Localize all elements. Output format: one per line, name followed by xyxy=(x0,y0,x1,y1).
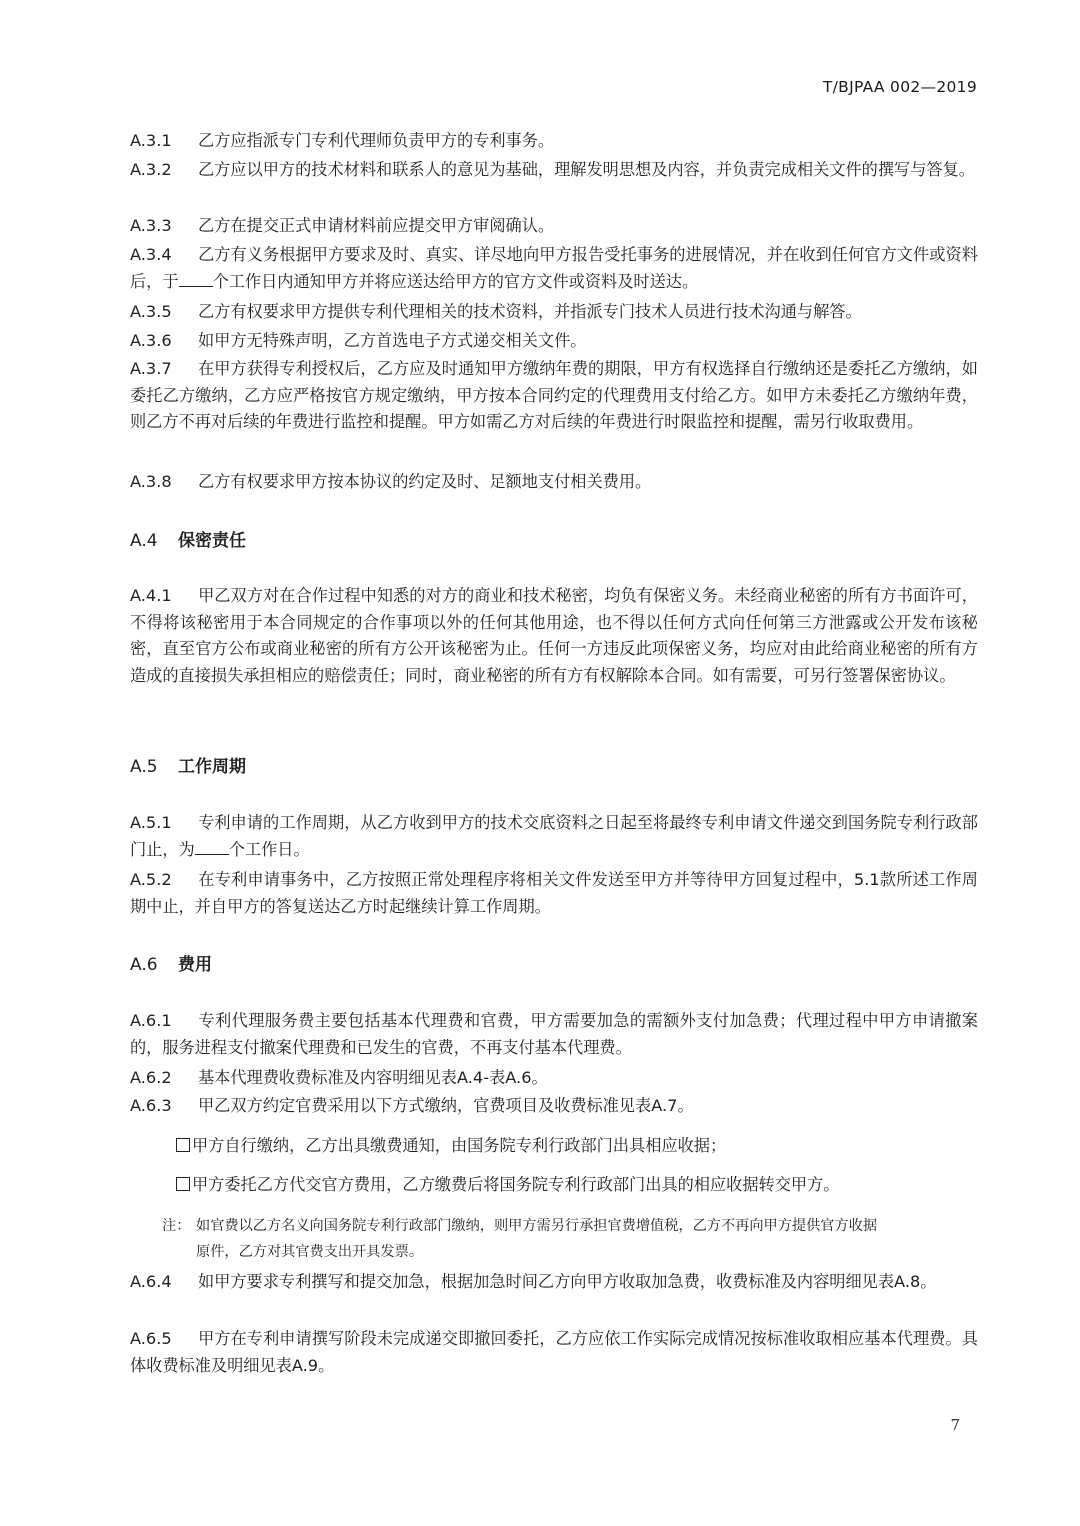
clause-number: A.3.6 xyxy=(130,331,172,350)
clause-a335 xyxy=(130,299,978,326)
clause-number: A.3.2 xyxy=(130,160,172,179)
clause-number: A.3.8 xyxy=(130,472,172,491)
clause-a51 xyxy=(130,810,978,863)
clause-a65 xyxy=(130,1326,978,1379)
note-line-2: 原件，乙方对其官费支出开具发票。 xyxy=(196,1244,424,1260)
page-number: 7 xyxy=(950,1416,960,1434)
checkbox-agent-pay[interactable] xyxy=(176,1177,190,1191)
clause-number: A.6.4 xyxy=(130,1272,172,1291)
note-line-1: 如官费以乙方名义向国务院专利行政部门缴纳，则甲方需另行承担官费增值税，乙方不再向甲方提供官方收据 xyxy=(196,1218,878,1234)
section-heading-a6 xyxy=(130,952,212,978)
clause-a62 xyxy=(130,1065,978,1092)
option-label: 甲方自行缴纳，乙方出具缴费通知，由国务院专利行政部门出具相应收据； xyxy=(192,1136,727,1155)
section-number: A.5 xyxy=(130,757,158,777)
section-number: A.6 xyxy=(130,955,158,975)
clause-a332 xyxy=(130,157,978,184)
clause-text: 甲方在专利申请撰写阶段未完成递交即撤回委托，乙方应依工作实际完成情况按标准收取相应基本代理费。具体收费标准及明细见表A.9。 xyxy=(130,1329,978,1375)
option-agent-pay xyxy=(176,1172,840,1198)
clause-a52 xyxy=(130,867,978,920)
clause-text-cont: 个工作日内通知甲方并将应送达给甲方的官方文件或资料及时送达。 xyxy=(212,271,699,291)
option-self-pay xyxy=(176,1133,726,1159)
clause-number: A.5.2 xyxy=(130,870,172,889)
clause-a61 xyxy=(130,1008,978,1061)
clause-a336 xyxy=(130,328,978,355)
clause-a331 xyxy=(130,128,978,155)
section-title: 费用 xyxy=(178,955,212,975)
clause-text: 专利代理服务费主要包括基本代理费和官费，甲方需要加急的需额外支付加急费；代理过程中甲方申请撤案的，服务进程支付撤案代理费和已发生的官费，不再支付基本代理费。 xyxy=(130,1011,978,1057)
clause-text: 如甲方要求专利撰写和提交加急，根据加急时间乙方向甲方收取加急费，收费标准及内容明细见表A.8。 xyxy=(198,1272,937,1291)
clause-text: 乙方有义务根据甲方要求及时、真实、详尽地向甲方报告受托事务的进展情况，并在收到任何官方文件或资料后，于 xyxy=(130,245,978,291)
clause-number: A.6.3 xyxy=(130,1096,172,1115)
clause-number: A.3.5 xyxy=(130,302,172,321)
section-heading-a4 xyxy=(130,528,246,554)
clause-a334 xyxy=(130,242,978,295)
clause-number: A.3.7 xyxy=(130,359,172,378)
clause-text: 如甲方无特殊声明，乙方首选电子方式递交相关文件。 xyxy=(198,331,587,350)
clause-text: 甲乙双方约定官费采用以下方式缴纳，官费项目及收费标准见表A.7。 xyxy=(198,1096,694,1115)
clause-number: A.6.1 xyxy=(130,1011,172,1030)
note-label: 注： xyxy=(162,1218,191,1234)
clause-number: A.3.1 xyxy=(130,131,172,150)
clause-a64 xyxy=(130,1269,978,1296)
document-code: T/BJPAA 002—2019 xyxy=(822,78,977,96)
clause-text: 专利申请的工作周期，从乙方收到甲方的技术交底资料之日起至将最终专利申请文件递交到国务院专利行政部门止，为 xyxy=(130,813,978,859)
section-title: 工作周期 xyxy=(178,757,246,777)
clause-text: 基本代理费收费标准及内容明细见表A.4-表A.6。 xyxy=(198,1068,548,1087)
checkbox-self-pay[interactable] xyxy=(176,1138,190,1152)
section-heading-a5 xyxy=(130,754,246,780)
clause-text: 在甲方获得专利授权后，乙方应及时通知甲方缴纳年费的期限，甲方有权选择自行缴纳还是委托乙方缴纳，如委托乙方缴纳，乙方应严格按官方规定缴纳，甲方按本合同约定的代理费用支付给乙方。如甲方未委托乙方缴纳年费，则乙方不再对后续的年费进行监控和提醒。甲方如需乙方对后续的年费进行时限监控和提醒，需另行收取费用。 xyxy=(130,359,978,431)
clause-a41 xyxy=(130,583,978,689)
clause-text-cont: 个工作日。 xyxy=(228,839,310,859)
clause-number: A.6.5 xyxy=(130,1329,172,1348)
clause-a63 xyxy=(130,1093,978,1120)
clause-a338 xyxy=(130,469,978,496)
clause-number: A.3.4 xyxy=(130,245,172,264)
clause-text: 乙方在提交正式申请材料前应提交甲方审阅确认。 xyxy=(198,216,555,235)
clause-text: 乙方有权要求甲方按本协议的约定及时、足额地支付相关费用。 xyxy=(198,472,652,491)
clause-text: 在专利申请事务中，乙方按照正常处理程序将相关文件发送至甲方并等待甲方回复过程中，5.1款所述工作周期中止，并自甲方的答复送达乙方时起继续计算工作周期。 xyxy=(130,870,978,916)
clause-text: 乙方有权要求甲方提供专利代理相关的技术资料，并指派专门技术人员进行技术沟通与解答。 xyxy=(198,302,862,321)
fill-in-blank xyxy=(195,840,229,855)
clause-text: 乙方应以甲方的技术材料和联系人的意见为基础，理解发明思想及内容，并负责完成相关文件的撰写与答复。 xyxy=(198,160,975,179)
clause-number: A.5.1 xyxy=(130,813,172,832)
option-label: 甲方委托乙方代交官方费用，乙方缴费后将国务院专利行政部门出具的相应收据转交甲方。 xyxy=(192,1175,840,1194)
clause-number: A.4.1 xyxy=(130,586,172,605)
clause-a333 xyxy=(130,213,978,240)
clause-number: A.6.2 xyxy=(130,1068,172,1087)
clause-text: 乙方应指派专门专利代理师负责甲方的专利事务。 xyxy=(198,131,555,150)
clause-number: A.3.3 xyxy=(130,216,172,235)
fill-in-blank xyxy=(179,272,213,287)
section-number: A.4 xyxy=(130,531,158,551)
section-title: 保密责任 xyxy=(178,531,246,551)
clause-text: 甲乙双方对在合作过程中知悉的对方的商业和技术秘密，均负有保密义务。未经商业秘密的所有方书面许可，不得将该秘密用于本合同规定的合作事项以外的任何其他用途，也不得以任何方式向任何第三方泄露或公开发布该秘密，直至官方公布或商业秘密的所有方公开该秘密为止。任何一方违反此项保密义务，均应对由此给商业秘密的所有方造成的直接损失承担相应的赔偿责任；同时，商业秘密的所有方有权解除本合同。如有需要，可另行签署保密协议。 xyxy=(130,586,978,685)
clause-a337 xyxy=(130,356,978,436)
note xyxy=(162,1213,980,1265)
